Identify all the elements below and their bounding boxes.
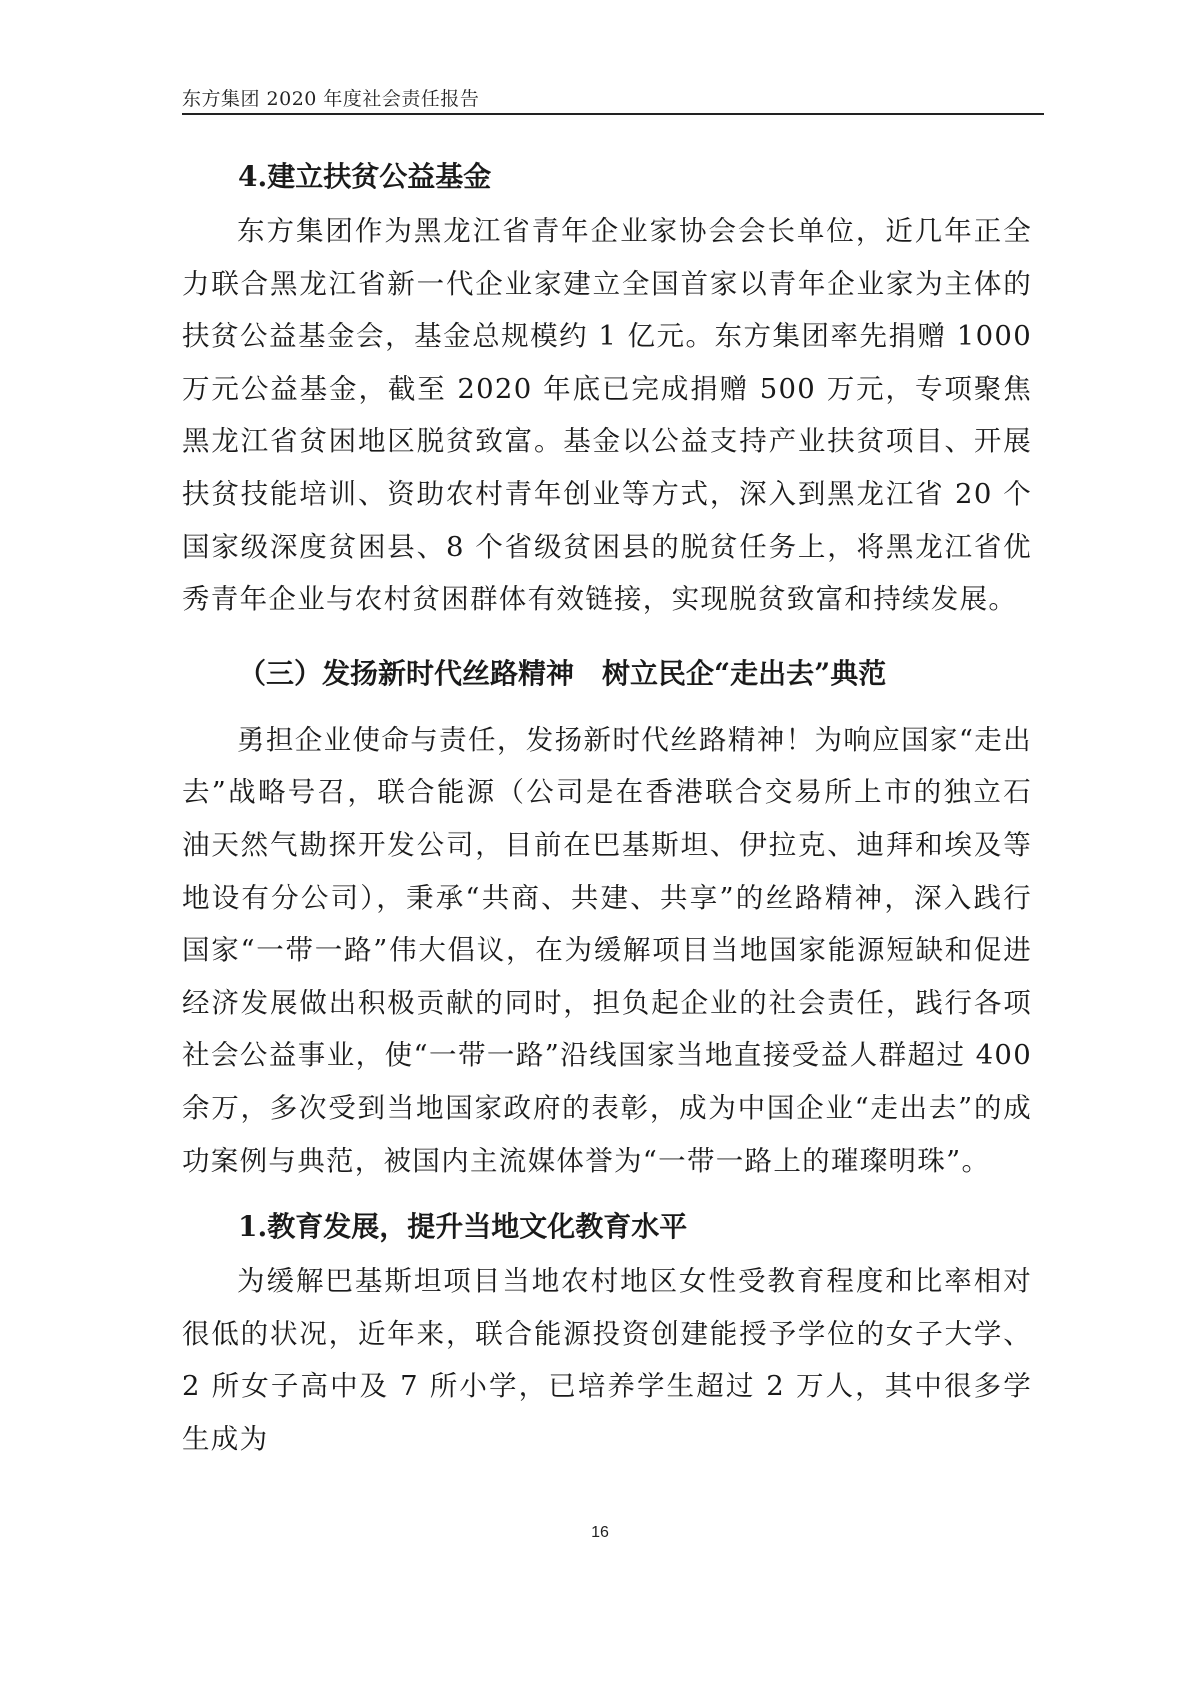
page-number: 16 — [591, 1524, 609, 1541]
paragraph-education: 为缓解巴基斯坦项目当地农村地区女性受教育程度和比率相对很低的状况，近年来，联合能源投资创建能授予学位的女子大学、2 所女子高中及 7 所小学，已培养学生超过 2 万人，其中很多学生成为 — [182, 1265, 1032, 1455]
paragraph-silk-road: 勇担企业使命与责任，发扬新时代丝路精神！为响应国家“走出去”战略号召，联合能源（公司是在香港联合交易所上市的独立石油天然气勘探开发公司，目前在巴基斯坦、伊拉克、迪拜和埃及等地设有分公司），秉承“共商、共建、共享”的丝路精神，深入践行国家“一带一路”伟大倡议，在为缓解项目当地国家能源短缺和促进经济发展做出积极贡献的同时，担负起企业的社会责任，践行各项社会公益事业，使“一带一路”沿线国家当地直接受益人群超过 400 余万，多次受到当地国家政府的表彰，成为中国企业“走出去”的成功案例与典范，被国内主流媒体誉为“一带一路上的璀璨明珠”。 — [182, 723, 1032, 1177]
section-heading-silk-road: （三）发扬新时代丝路精神 树立民企“走出去”典范 — [238, 656, 887, 690]
section-heading-education: 1.教育发展，提升当地文化教育水平 — [238, 1210, 688, 1244]
header-divider — [182, 113, 1044, 115]
section-heading-poverty-fund: 4.建立扶贫公益基金 — [238, 160, 492, 193]
paragraph-poverty-fund: 东方集团作为黑龙江省青年企业家协会会长单位，近几年正全力联合黑龙江省新一代企业家建立全国首家以青年企业家为主体的扶贫公益基金会，基金总规模约 1 亿元。东方集团率先捐赠 1000 万元公益基金，截至 2020 年底已完成捐赠 500 万元，专项聚焦黑龙江省贫困地区脱贫致富。基金以公益支持产业扶贫项目、开展扶贫技能培训、资助农村青年创业等方式，深入到黑龙江省 20 个国家级深度贫困县、8 个省级贫困县的脱贫任务上，将黑龙江省优秀青年企业与农村贫困群体有效链接，实现脱贫致富和持续发展。 — [182, 215, 1032, 616]
page-body — [182, 150, 1032, 1465]
running-header: 东方集团 2020 年度社会责任报告 — [182, 88, 480, 110]
